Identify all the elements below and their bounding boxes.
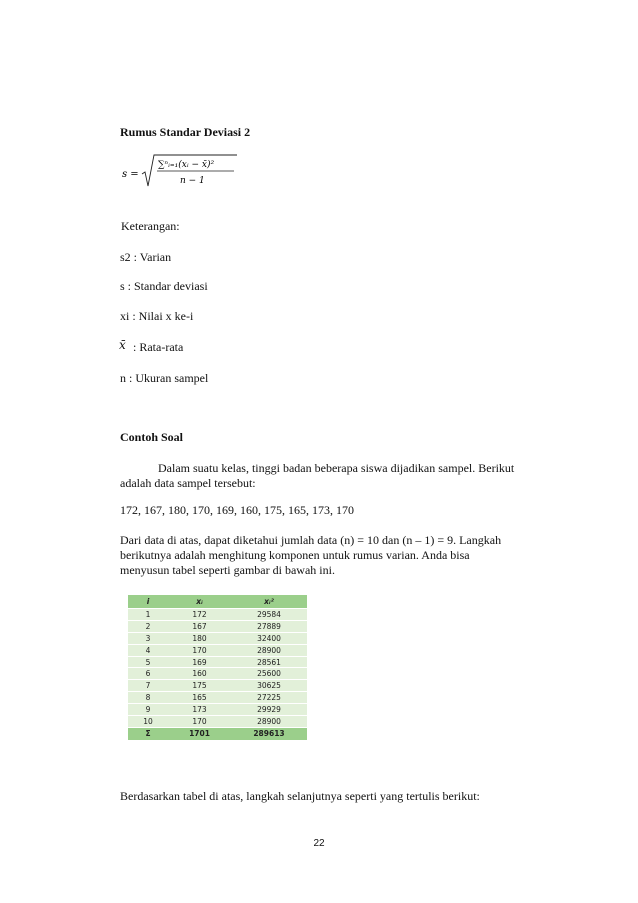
table-total-row <box>128 727 307 740</box>
legend-nilai-x: xi : Nilai x ke-i <box>120 309 194 323</box>
cell-xi-squared: 28561 <box>231 656 307 668</box>
table-row <box>128 704 307 716</box>
cell-xi: 180 <box>168 632 231 644</box>
total-symbol: Σ <box>128 727 168 740</box>
heading-contoh-soal: Contoh Soal <box>120 430 184 444</box>
cell-xi-squared: 32400 <box>231 632 307 644</box>
table-row <box>128 644 307 656</box>
cell-xi-squared: 28900 <box>231 716 307 728</box>
cell-xi-squared: 25600 <box>231 668 307 680</box>
formula-denominator: n − 1 <box>180 176 205 186</box>
cell-xi-squared: 27225 <box>231 692 307 704</box>
legend-varian: s2 : Varian <box>120 250 172 264</box>
table-row <box>128 668 307 680</box>
paragraph3: Berdasarkan tabel di atas, langkah selanjutnya seperti yang tertulis berikut: <box>120 789 480 803</box>
cell-i: 1 <box>128 609 168 621</box>
paragraph2-line3: menyusun tabel seperti gambar di bawah ini. <box>120 563 335 577</box>
table-row <box>128 609 307 621</box>
table-row <box>128 680 307 692</box>
formula-lhs: s = <box>122 169 139 180</box>
xbar-symbol: x̄ <box>119 338 126 352</box>
table-row <box>128 632 307 644</box>
legend-rata-rata: : Rata-rata <box>133 340 184 354</box>
paragraph1-line2: adalah data sampel tersebut: <box>120 476 256 490</box>
cell-i: 9 <box>128 704 168 716</box>
legend-ukuran-sampel: n : Ukuran sampel <box>120 371 209 385</box>
cell-xi-squared: 29929 <box>231 704 307 716</box>
cell-i: 7 <box>128 680 168 692</box>
legend-standar-deviasi: s : Standar deviasi <box>120 279 208 293</box>
cell-xi-squared: 29584 <box>231 609 307 621</box>
table-row <box>128 692 307 704</box>
paragraph1-line1: Dalam suatu kelas, tinggi badan beberapa siswa dijadikan sampel. Berikut <box>158 461 515 475</box>
cell-xi: 173 <box>168 704 231 716</box>
formula-numerator: ∑ⁿᵢ₌₁(xᵢ − x̄)² <box>158 160 215 170</box>
table-row <box>128 620 307 632</box>
header-xi: xᵢ <box>168 595 231 609</box>
cell-i: 10 <box>128 716 168 728</box>
cell-xi: 170 <box>168 644 231 656</box>
std-deviation-formula <box>120 152 238 192</box>
heading-rumus: Rumus Standar Deviasi 2 <box>120 125 251 139</box>
data-values: 172, 167, 180, 170, 169, 160, 175, 165, 173, 170 <box>120 503 354 517</box>
cell-xi: 170 <box>168 716 231 728</box>
total-xi-squared: 289613 <box>231 727 307 740</box>
cell-xi: 172 <box>168 609 231 621</box>
cell-i: 3 <box>128 632 168 644</box>
header-xi-squared: xᵢ² <box>231 595 307 609</box>
cell-xi-squared: 28900 <box>231 644 307 656</box>
table-row <box>128 716 307 728</box>
cell-xi: 165 <box>168 692 231 704</box>
cell-i: 8 <box>128 692 168 704</box>
cell-xi-squared: 27889 <box>231 620 307 632</box>
paragraph2-line2: berikutnya adalah menghitung komponen untuk rumus varian. Anda bisa <box>120 548 470 562</box>
keterangan-label: Keterangan: <box>121 219 180 233</box>
cell-i: 5 <box>128 656 168 668</box>
cell-xi: 167 <box>168 620 231 632</box>
table-header-row <box>128 595 307 609</box>
cell-i: 6 <box>128 668 168 680</box>
cell-xi: 175 <box>168 680 231 692</box>
total-xi: 1701 <box>168 727 231 740</box>
paragraph2-line1: Dari data di atas, dapat diketahui jumlah data (n) = 10 dan (n – 1) = 9. Langkah <box>120 533 502 547</box>
header-i: i <box>128 595 168 609</box>
data-table <box>128 595 307 741</box>
cell-xi: 169 <box>168 656 231 668</box>
cell-i: 4 <box>128 644 168 656</box>
cell-xi: 160 <box>168 668 231 680</box>
page-number: 22 <box>313 838 325 849</box>
table-row <box>128 656 307 668</box>
cell-xi-squared: 30625 <box>231 680 307 692</box>
cell-i: 2 <box>128 620 168 632</box>
